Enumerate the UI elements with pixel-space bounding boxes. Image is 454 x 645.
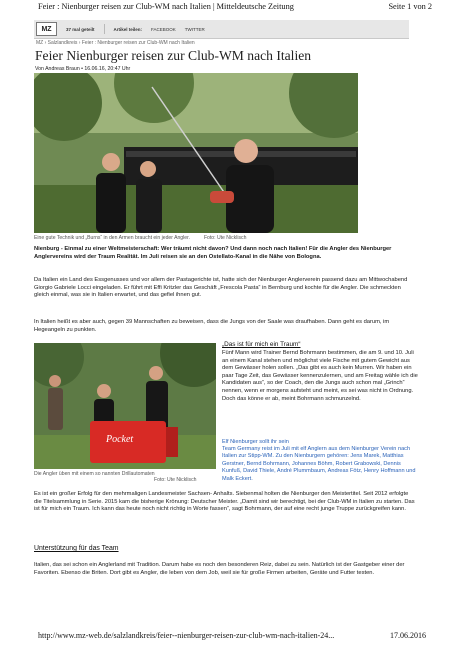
site-toolbar: [34, 20, 409, 39]
article-byline: [35, 66, 130, 72]
machine-sign: Pocket: [106, 434, 134, 445]
training-photo-illustration: [34, 343, 216, 469]
byline-text: Von Andreas Braun • 16.06.16, 20:47 Uhr: [35, 66, 131, 72]
share-label: Artikel teilen:: [113, 26, 143, 32]
toolbar-divider: [104, 24, 105, 34]
footer-url[interactable]: http://www.mz-web.de/salzlandkreis/feier--nienburger-reisen-zur-club-wm-nach-italien-24...: [38, 631, 335, 640]
breadcrumb[interactable]: MZ › Salzlandkreis › Feier : Nienburger reisen zur Club-WM nach Italien: [36, 40, 195, 46]
mz-logo[interactable]: MZ: [36, 22, 57, 36]
footer-date: 17.06.2016: [390, 631, 426, 640]
article-paragraph-2: In Italien heißt es aber auch, gegen 39 Mannschaften zu beweisen, dass die Jungs von der Saale was draufhaben. Dann geht es darum, im Hegeangeln zu punkten.: [34, 319, 390, 333]
hero-photo: [34, 73, 358, 233]
article-paragraph-4: Italien, das sei schon ein Anglerland mit Tradition. Darum habe es noch den besonderen Reiz, dabei zu sein. Natürlich ist der Gastgeber einer der Favoriten. Ebenso die Briten. Dort gibt es Angler, die leben von dem Job, weil sie für große Firmen arbeiten, Geräte und Futter testen.: [34, 562, 405, 576]
article-title: Feier Nienburger reisen zur Club-WM nach Italien: [35, 48, 312, 63]
info-box-heading: Elf Nienburger sollt ihr sein: [222, 439, 289, 445]
quote-paragraph: Fünf Mann wird Trainer Bernd Bohrmann bestimmen, die am 9. und 10. Juli an einem Kanal stehen und möglichst viele Fische mit gutem Gewicht aus dem Gewässer holen sollen. „Das gibt es auch kein Murren. Wir haben ein paar Tage Zeit, das Gewässer kennenzulernen, und am Freitag wähle ich die Kandidaten aus“, so der Coach, den die Jungs auch schon mal „Grinch“ nennen, wenn er morgens aufsteht und meint, es sei was nicht in Ordnung. Doch das könne er ab, meint Bohrmann schmunzelnd.: [222, 350, 418, 402]
article-lead: Nienburg - Einmal zu einer Weltmeisterschaft: Wer träumt nicht davon? Und dann noch nach Italien! Für die Angler des Nienburger Anglervereins wird der Traum Realität. Im Juli reisen sie an den Ostellato-Kanal in die Nähe von Bologna.: [34, 246, 392, 260]
article-paragraph-3: Es ist ein großer Erfolg für den mehrmaligen Landesmeister Sachsen- Anhalts. Siebenmal holten die Nienburger den Meistertitel. Seit 2012 erfolgte die Titelsammlung in Serie. 2015 kam die bisherige Krönung: Deutscher Meister. „Damit sind wir berechtigt, bei der Club-WM in Italien zu starten. Das ist für mich ein Traum. Ich kann das heute noch nicht richtig in Worte fassen“, sagt Bohrmann, der auf eine recht junge Truppe zurückgreifen kann.: [34, 491, 415, 513]
info-box-text: Team Germany reist im Juli mit elf Anglern aus dem Nienburger Verein nach Italien zur Stipp-WM. Zu den Nienburgern gehören: Jens Marek, Matthias Gerstner, Bernd Bohrmann, Johannes Böhm, Robert Grabowski, Dennis Kunfuß, David Thiele, André Plummbaum, Andreas Fötz, Henry Hoffmann und Malk Eckert.: [222, 446, 416, 482]
print-header-title: Feier : Nienburger reisen zur Club-WM nach Italien | Mitteldeutsche Zeitung: [38, 2, 294, 11]
facebook-share-button[interactable]: FACEBOOK: [151, 26, 176, 32]
print-footer: [38, 631, 426, 640]
quote-heading: „Das ist für mich ein Traum“: [222, 341, 301, 348]
article-paragraph-1: Da Italien ein Land des Essgenusses und vor allem der Pastagerichte ist, hatte sich der Nienburger Anglerverein passend dazu am Mittwochabend Giorgio Gabriele Locci eingeladen. Er führt mit Effi Kritzler das Geschäft „Frescola Pasta“ in Bernburg und kochte für die Angler. Die schmeckten gleich einmal, was sie in Italien erwartet, und das gefiel ihnen gut.: [34, 277, 408, 299]
hero-caption-text: Eine gute Technik und „Burns“ in den Armen braucht ein jeder Angler.: [34, 235, 190, 241]
training-photo-caption: [34, 471, 224, 483]
share-count[interactable]: 37 mal geteilt: [66, 26, 95, 32]
twitter-share-button[interactable]: TWITTER: [184, 26, 205, 32]
training-photo-credit: Foto: Ute Nicklisch: [154, 477, 197, 483]
hero-photo-illustration: [34, 73, 358, 233]
hero-credit: Foto: Ute Nicklisch: [203, 235, 247, 241]
print-header: [38, 2, 432, 11]
article-subheading: Unterstützung für das Team: [34, 545, 119, 552]
hero-caption: [34, 235, 246, 241]
print-page-number: Seite 1 von 2: [388, 2, 432, 11]
training-caption-text: Die Angler üben mit einem so nannten Drillautomaten: [34, 471, 155, 477]
training-photo: [34, 343, 216, 469]
